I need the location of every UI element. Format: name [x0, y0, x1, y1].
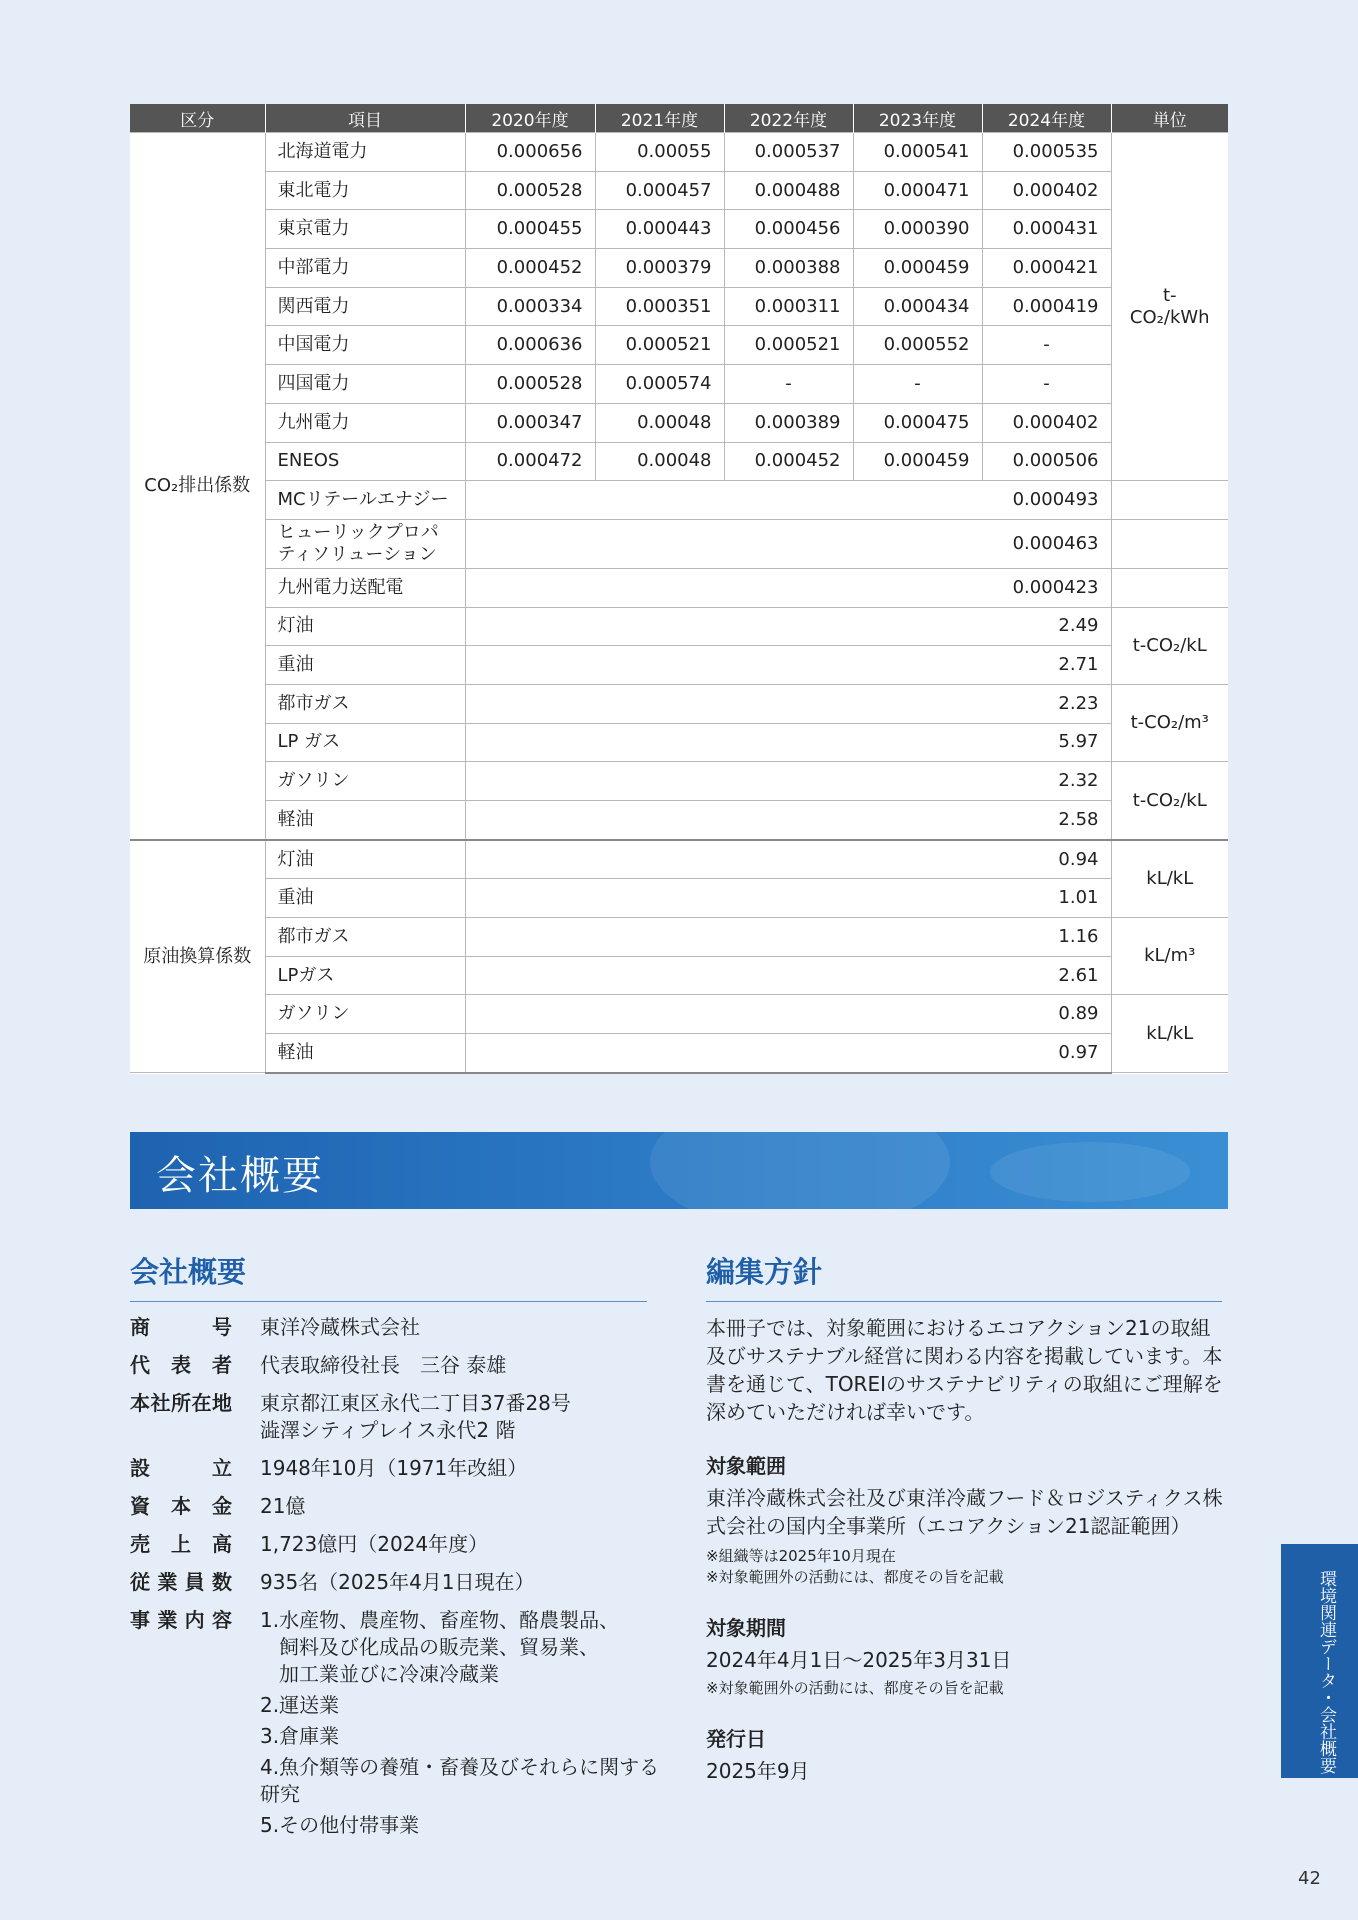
company-value [260, 1569, 670, 1596]
company-value-line: 東洋冷蔵株式会社 [260, 1315, 420, 1339]
item-name: 軽油 [265, 801, 465, 840]
company-row-employees [130, 1569, 670, 1596]
value-cell: 0.000528 [465, 171, 595, 210]
section-banner [130, 1132, 1228, 1209]
value-cell: 0.000535 [982, 133, 1111, 172]
value-cell: 2.58 [465, 801, 1111, 840]
company-value-line: 加工業並びに冷凍冷蔵業 [279, 1662, 499, 1686]
value-cell: 2.49 [465, 607, 1111, 646]
company-value-line: 5.その他付帯事業 [260, 1813, 420, 1837]
company-value [260, 1314, 670, 1341]
value-cell: 0.000493 [465, 481, 1111, 520]
company-label: 商号 [130, 1315, 232, 1339]
value-cell: 2.32 [465, 762, 1111, 801]
value-cell: 0.000434 [853, 287, 982, 326]
table-row [130, 879, 1228, 918]
company-value-line: 代表取締役社長 三谷 泰雄 [260, 1353, 507, 1377]
value-cell: 0.000443 [595, 210, 724, 249]
coefficient-table [130, 104, 1228, 1074]
value-cell: 0.000521 [595, 326, 724, 365]
table-row [130, 481, 1228, 520]
value-cell: 0.000656 [465, 133, 595, 172]
value-cell: 0.000402 [982, 403, 1111, 442]
table-row [130, 249, 1228, 288]
item-name: 都市ガス [265, 684, 465, 723]
header-item: 項目 [265, 104, 465, 133]
scope-note: ※組織等は2025年10月現在 [706, 1547, 896, 1565]
table-row [130, 326, 1228, 365]
company-label: 事業内容 [130, 1608, 232, 1632]
company-row-address [130, 1390, 670, 1444]
company-value-line: 東京都江東区永代二丁目37番28号 [260, 1391, 571, 1415]
value-cell: 0.000475 [853, 403, 982, 442]
company-value [260, 1607, 670, 1839]
side-index-tab[interactable] [1281, 1544, 1358, 1778]
table-row [130, 287, 1228, 326]
side-tab-label: 環境関連データ・会社概要 [1316, 1570, 1336, 1774]
unit-cell: t-CO₂/kL [1111, 607, 1228, 684]
company-label: 代表者 [130, 1353, 232, 1377]
value-cell: 0.000506 [982, 442, 1111, 481]
unit-cell: kL/kL [1111, 995, 1228, 1073]
value-cell: 0.97 [465, 1034, 1111, 1073]
header-2024: 2024年度 [982, 104, 1111, 133]
value-cell: - [724, 365, 853, 404]
value-cell: 1.16 [465, 918, 1111, 957]
unit-cell: t-CO₂/m³ [1111, 684, 1228, 761]
category-crude: 原油換算係数 [130, 840, 265, 1073]
value-cell: 0.000351 [595, 287, 724, 326]
item-name: 軽油 [265, 1034, 465, 1073]
item-name: 東北電力 [265, 171, 465, 210]
table-row [130, 956, 1228, 995]
banner-decoration [990, 1142, 1190, 1202]
company-value-line: 21億 [260, 1494, 306, 1518]
value-cell: - [982, 365, 1111, 404]
table-row [130, 171, 1228, 210]
value-cell: 5.97 [465, 723, 1111, 762]
value-cell: 0.89 [465, 995, 1111, 1034]
unit-cell-empty [1111, 519, 1228, 568]
item-name: 灯油 [265, 840, 465, 879]
period-title: 対象期間 [706, 1616, 786, 1640]
table-row [130, 684, 1228, 723]
editorial-heading: 編集方針 [706, 1250, 1222, 1302]
table-row [130, 1034, 1228, 1073]
scope-text: 東洋冷蔵株式会社及び東洋冷蔵フード＆ロジスティクス株式会社の国内全事業所（エコアクション21認証範囲） [706, 1486, 1223, 1538]
item-name: 北海道電力 [265, 133, 465, 172]
company-row-representative [130, 1352, 670, 1379]
value-cell: 2.71 [465, 646, 1111, 685]
item-name: 関西電力 [265, 287, 465, 326]
company-value-line: 2.運送業 [260, 1693, 340, 1717]
value-cell: 0.000419 [982, 287, 1111, 326]
header-2022: 2022年度 [724, 104, 853, 133]
table-row [130, 995, 1228, 1034]
item-name: MCリテールエナジー [265, 481, 465, 520]
value-cell: 0.000347 [465, 403, 595, 442]
table-row [130, 133, 1228, 172]
table-row [130, 210, 1228, 249]
header-category: 区分 [130, 104, 265, 133]
table-row [130, 918, 1228, 957]
unit-cell-empty [1111, 481, 1228, 520]
item-name: 重油 [265, 646, 465, 685]
company-row-capital [130, 1493, 670, 1520]
value-cell: 0.000390 [853, 210, 982, 249]
company-value-line: 1,723億円（2024年度） [260, 1532, 489, 1556]
period-text: 2024年4月1日～2025年3月31日 [706, 1648, 1012, 1672]
table-row [130, 646, 1228, 685]
value-cell: 0.000463 [465, 519, 1111, 568]
table-header-row [130, 104, 1228, 133]
company-row-founded [130, 1455, 670, 1482]
value-cell: 0.000636 [465, 326, 595, 365]
company-value-line: 3.倉庫業 [260, 1724, 340, 1748]
value-cell: 2.23 [465, 684, 1111, 723]
value-cell: - [982, 326, 1111, 365]
value-cell: 0.000423 [465, 568, 1111, 607]
value-cell: 0.000574 [595, 365, 724, 404]
value-cell: 0.000459 [853, 249, 982, 288]
item-name: 都市ガス [265, 918, 465, 957]
banner-title: 会社概要 [156, 1153, 324, 1199]
company-row-sales [130, 1531, 670, 1558]
unit-cell: t-CO₂/kWh [1111, 133, 1228, 481]
table-row [130, 442, 1228, 481]
scope-note: ※対象範囲外の活動には、都度その旨を記載 [706, 1568, 1004, 1586]
table-row [130, 365, 1228, 404]
value-cell: 0.000452 [724, 442, 853, 481]
table-row [130, 607, 1228, 646]
company-label: 従業員数 [130, 1570, 232, 1594]
value-cell: 0.000457 [595, 171, 724, 210]
item-name: 四国電力 [265, 365, 465, 404]
company-value [260, 1531, 670, 1558]
value-cell: 0.00055 [595, 133, 724, 172]
value-cell: 0.000528 [465, 365, 595, 404]
category-co2: CO₂排出係数 [130, 133, 265, 840]
item-name: 灯油 [265, 607, 465, 646]
item-name: ガソリン [265, 995, 465, 1034]
item-name: 重油 [265, 879, 465, 918]
value-cell: 0.000334 [465, 287, 595, 326]
table-row [130, 840, 1228, 879]
value-cell: 0.000431 [982, 210, 1111, 249]
value-cell: 0.000389 [724, 403, 853, 442]
value-cell: 0.000311 [724, 287, 853, 326]
unit-cell: kL/kL [1111, 840, 1228, 918]
company-value [260, 1390, 670, 1444]
table-row [130, 519, 1228, 568]
company-value-line: 飼料及び化成品の販売業、貿易業、 [279, 1635, 599, 1659]
value-cell: 0.00048 [595, 442, 724, 481]
item-name: 東京電力 [265, 210, 465, 249]
company-value-line: 澁澤シティプレイス永代2 階 [260, 1418, 516, 1442]
company-heading: 会社概要 [130, 1250, 647, 1302]
header-unit: 単位 [1111, 104, 1228, 133]
company-value-line: 1948年10月（1971年改組） [260, 1456, 528, 1480]
value-cell: 0.000379 [595, 249, 724, 288]
item-name: ヒューリックプロパティソリューション [265, 519, 465, 568]
value-cell: 0.000471 [853, 171, 982, 210]
period-note: ※対象範囲外の活動には、都度その旨を記載 [706, 1679, 1004, 1697]
company-label: 資本金 [130, 1494, 232, 1518]
value-cell: 2.61 [465, 956, 1111, 995]
value-cell: 0.000452 [465, 249, 595, 288]
value-cell: 0.000552 [853, 326, 982, 365]
header-2021: 2021年度 [595, 104, 724, 133]
table-row [130, 801, 1228, 840]
header-2023: 2023年度 [853, 104, 982, 133]
editorial-policy [706, 1314, 1230, 1785]
value-cell: 0.000455 [465, 210, 595, 249]
value-cell: 0.000488 [724, 171, 853, 210]
value-cell: 0.000456 [724, 210, 853, 249]
scope-title: 対象範囲 [706, 1454, 786, 1478]
item-name: LPガス [265, 956, 465, 995]
item-name: ガソリン [265, 762, 465, 801]
value-cell: 1.01 [465, 879, 1111, 918]
company-value [260, 1455, 670, 1482]
issue-text: 2025年9月 [706, 1759, 810, 1783]
value-cell: 0.000537 [724, 133, 853, 172]
company-label: 設立 [130, 1456, 232, 1480]
value-cell: 0.000521 [724, 326, 853, 365]
item-name: LP ガス [265, 723, 465, 762]
page-number: 42 [1298, 1868, 1321, 1889]
company-info-list [130, 1314, 670, 1850]
unit-cell: kL/m³ [1111, 918, 1228, 995]
company-value-line: 1.水産物、農産物、畜産物、酪農製品、 [260, 1608, 620, 1632]
value-cell: 0.000541 [853, 133, 982, 172]
company-value [260, 1493, 670, 1520]
header-2020: 2020年度 [465, 104, 595, 133]
table-row [130, 403, 1228, 442]
company-value-line: 4.魚介類等の養殖・畜養及びそれらに関する研究 [260, 1755, 660, 1806]
item-name: 中国電力 [265, 326, 465, 365]
item-name: 九州電力 [265, 403, 465, 442]
value-cell: 0.000421 [982, 249, 1111, 288]
value-cell: - [853, 365, 982, 404]
value-cell: 0.000388 [724, 249, 853, 288]
unit-cell: t-CO₂/kL [1111, 762, 1228, 840]
editorial-intro: 本冊子では、対象範囲におけるエコアクション21の取組及びサステナブル経営に関わる内容を掲載しています。本書を通じて、TOREIのサステナビリティの取組にご理解を深めていただければ幸いです。 [706, 1316, 1223, 1424]
company-row-business [130, 1607, 670, 1839]
item-name: ENEOS [265, 442, 465, 481]
value-cell: 0.000472 [465, 442, 595, 481]
issue-title: 発行日 [706, 1727, 766, 1751]
unit-cell-empty [1111, 568, 1228, 607]
table-row [130, 762, 1228, 801]
banner-decoration [650, 1132, 950, 1209]
value-cell: 0.94 [465, 840, 1111, 879]
item-name: 中部電力 [265, 249, 465, 288]
company-label: 本社所在地 [130, 1391, 232, 1415]
company-value-line: 935名（2025年4月1日現在） [260, 1570, 535, 1594]
value-cell: 0.000402 [982, 171, 1111, 210]
table-row [130, 723, 1228, 762]
company-row-name [130, 1314, 670, 1341]
table-row [130, 568, 1228, 607]
company-label: 売上高 [130, 1532, 232, 1556]
company-value [260, 1352, 670, 1379]
value-cell: 0.000459 [853, 442, 982, 481]
item-name: 九州電力送配電 [265, 568, 465, 607]
value-cell: 0.00048 [595, 403, 724, 442]
